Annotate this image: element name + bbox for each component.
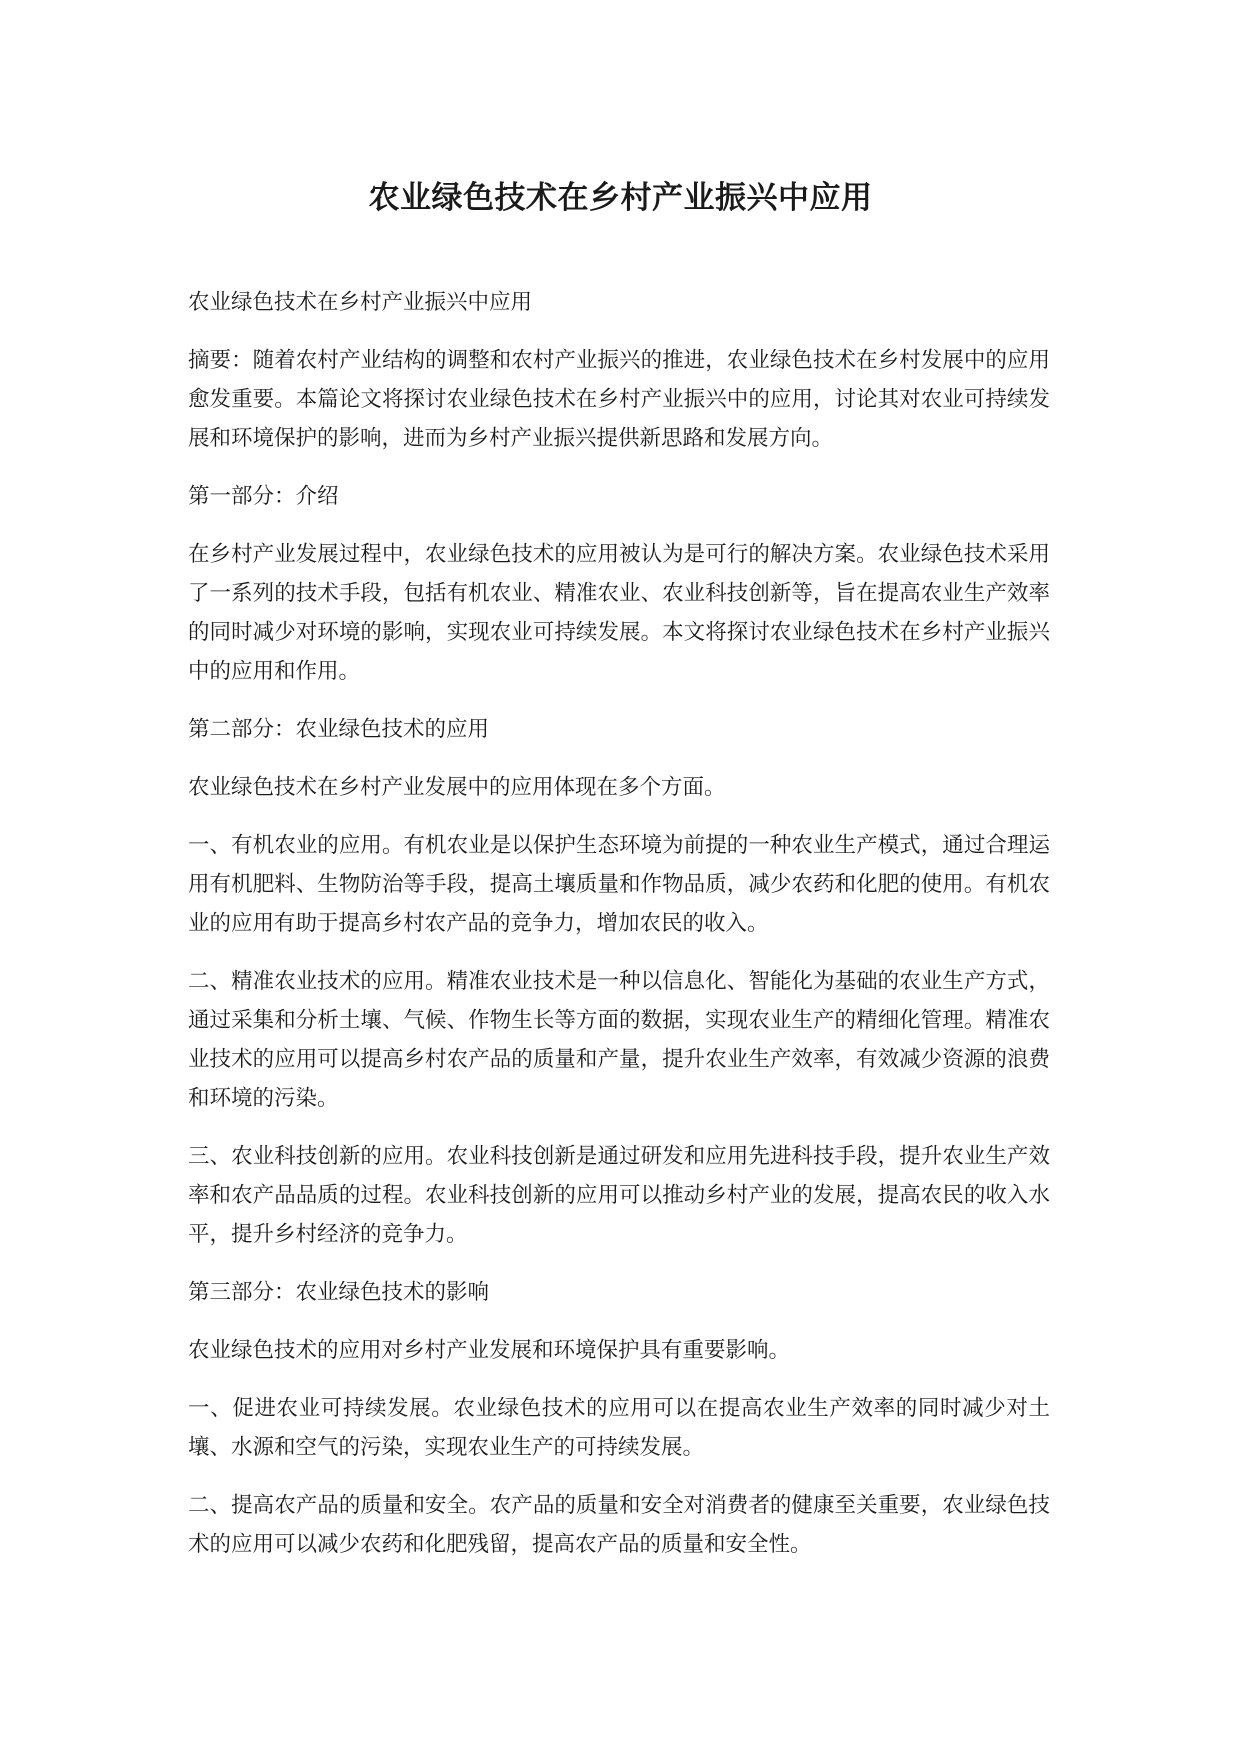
quality-safety-paragraph: 二、提高农产品的质量和安全。农产品的质量和安全对消费者的健康至关重要，农业绿色技术的应用可以减少农药和化肥残留，提高农产品的质量和安全性。: [188, 1493, 1050, 1557]
organic-farming-paragraph: 一、有机农业的应用。有机农业是以保护生态环境为前提的一种农业生产模式，通过合理运用有机肥料、生物防治等手段，提高土壤质量和作物品质，减少农药和化肥的使用。有机农业的应用有助于提高乡村农产品的竞争力，增加农民的收入。: [188, 833, 1050, 936]
applications-lead-paragraph: 农业绿色技术在乡村产业发展中的应用体现在多个方面。: [188, 775, 726, 800]
document-title: 农业绿色技术在乡村产业振兴中应用: [368, 180, 873, 216]
sustainability-paragraph: 一、促进农业可持续发展。农业绿色技术的应用可以在提高农业生产效率的同时减少对土壤、水源和空气的污染，实现农业生产的可持续发展。: [188, 1396, 1050, 1460]
section-heading-part3: 第三部分：农业绿色技术的影响: [188, 1280, 490, 1305]
document-body: [188, 283, 1050, 1583]
precision-farming-paragraph: 二、精准农业技术的应用。精准农业技术是一种以信息化、智能化为基础的农业生产方式，通过采集和分析土壤、气候、作物生长等方面的数据，实现农业生产的精细化管理。精准农业技术的应用可以提高乡村农产品的质量和产量，提升农业生产效率，有效减少资源的浪费和环境的污染。: [188, 969, 1050, 1111]
section-heading-part1: 第一部分：介绍: [188, 484, 339, 509]
impact-lead-paragraph: 农业绿色技术的应用对乡村产业发展和环境保护具有重要影响。: [188, 1338, 791, 1363]
subtitle-paragraph: 农业绿色技术在乡村产业振兴中应用: [188, 290, 533, 315]
tech-innovation-paragraph: 三、农业科技创新的应用。农业科技创新是通过研发和应用先进科技手段，提升农业生产效率和农产品品质的过程。农业科技创新的应用可以推动乡村产业的发展，提高农民的收入水平，提升乡村经济的竞争力。: [188, 1144, 1050, 1247]
section-heading-part2: 第二部分：农业绿色技术的应用: [188, 717, 490, 742]
abstract-paragraph: 摘要：随着农村产业结构的调整和农村产业振兴的推进，农业绿色技术在乡村发展中的应用愈发重要。本篇论文将探讨农业绿色技术在乡村产业振兴中的应用，讨论其对农业可持续发展和环境保护的影响，进而为乡村产业振兴提供新思路和发展方向。: [188, 348, 1050, 451]
intro-paragraph: 在乡村产业发展过程中，农业绿色技术的应用被认为是可行的解决方案。农业绿色技术采用了一系列的技术手段，包括有机农业、精准农业、农业科技创新等，旨在提高农业生产效率的同时减少对环境的影响，实现农业可持续发展。本文将探讨农业绿色技术在乡村产业振兴中的应用和作用。: [188, 542, 1050, 684]
